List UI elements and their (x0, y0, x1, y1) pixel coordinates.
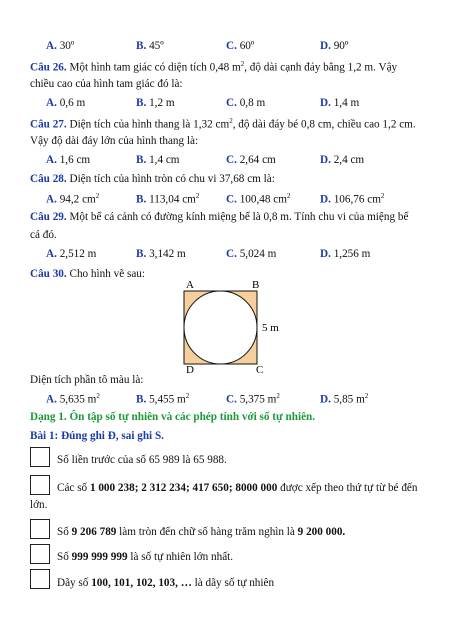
option-c[interactable]: C. 100,48 $cm^2$ (226, 192, 291, 206)
option-b[interactable]: B. 1,2 m (136, 97, 175, 109)
option-a[interactable]: A. 5,635 $m^2$ (46, 392, 100, 406)
statement-2: Các số 1 000 238; 2 312 234; 417 650; 8000 000 được xếp theo thứ tự từ bé đến (57, 482, 418, 494)
question-26-line2: chiều cao của hình tam giác đó là: (30, 78, 183, 90)
statement-4: Số 999 999 999 là số tự nhiên lớn nhất. (57, 551, 234, 563)
inscribed-circle (184, 291, 257, 364)
option-b[interactable]: B. 3,142 m (136, 248, 186, 260)
question-27: Câu 27. Diện tích của hình thang là 1,32 $cm^2$, độ dài đáy bé 0,8 cm, chiều cao 1,2 cm. (30, 117, 416, 131)
option-a[interactable]: A. 30º (46, 40, 75, 52)
option-c[interactable]: C. 5,024 m (226, 248, 277, 260)
option-d[interactable]: D. 106,76 $cm^2$ (320, 192, 385, 206)
side-length-label: 5 m (262, 322, 279, 334)
statement-1: Số liền trước của số 65 989 là 65 988. (57, 454, 227, 466)
square-circle-figure (176, 276, 296, 376)
vertex-d: D (186, 364, 194, 376)
question-29-line2: cá đó. (30, 229, 57, 241)
option-b[interactable]: B. 5,455 $m^2$ (136, 392, 190, 406)
statement-2-cont: lớn. (30, 499, 48, 511)
answer-checkbox-3[interactable] (30, 519, 50, 539)
question-27-line2: Vậy độ dài đáy lớn của hình thang là: (30, 135, 199, 147)
answer-checkbox-4[interactable] (30, 544, 50, 564)
statement-3: Số 9 206 789 làm tròn đến chữ số hàng trăm nghìn là 9 200 000. (57, 526, 346, 538)
option-c[interactable]: C. 60º (226, 40, 255, 52)
option-b[interactable]: B. 113,04 $cm^2$ (136, 192, 200, 206)
question-30: Câu 30. Cho hình vẽ sau: (30, 268, 145, 280)
option-c[interactable]: C. 2,64 cm (226, 154, 276, 166)
option-d[interactable]: D. 90º (320, 40, 349, 52)
option-a[interactable]: A. 1,6 cm (46, 154, 91, 166)
section-heading: Dạng 1. Ôn tập số tự nhiên và các phép tính với số tự nhiên. (30, 411, 316, 423)
question-26: Câu 26. Một hình tam giác có diện tích 0,48 $m^2$, độ dài cạnh đáy bằng 1,2 m. Vậy (30, 60, 398, 74)
question-30-prompt: Diện tích phần tô màu là: (30, 374, 144, 386)
option-a[interactable]: A. 0,6 m (46, 97, 86, 109)
vertex-c: C (256, 364, 264, 376)
answer-checkbox-1[interactable] (30, 447, 50, 467)
option-d[interactable]: D. 5,85 $m^2$ (320, 392, 369, 406)
vertex-a: A (186, 279, 194, 291)
option-b[interactable]: B. 1,4 cm (136, 154, 180, 166)
exercise-title: Bài 1: Đúng ghi Đ, sai ghi S. (30, 430, 164, 442)
answer-checkbox-2[interactable] (30, 475, 50, 495)
option-a[interactable]: A. 2,512 m (46, 248, 97, 260)
vertex-b: B (252, 279, 260, 291)
option-c[interactable]: C. 0,8 m (226, 97, 266, 109)
option-d[interactable]: D. 2,4 cm (320, 154, 365, 166)
answer-checkbox-5[interactable] (30, 569, 50, 589)
option-c[interactable]: C. 5,375 $m^2$ (226, 392, 280, 406)
statement-5: Dãy số 100, 101, 102, 103, … là dãy số tự nhiên (57, 577, 275, 589)
option-d[interactable]: D. 1,4 m (320, 97, 360, 109)
question-28: Câu 28. Diện tích của hình tròn có chu vi 37,68 cm là: (30, 173, 275, 185)
question-29: Câu 29. Một bể cá cảnh có đường kính miệng bể là 0,8 m. Tính chu vi của miệng bể (30, 211, 409, 223)
option-d[interactable]: D. 1,256 m (320, 248, 371, 260)
option-a[interactable]: A. 94,2 $cm^2$ (46, 192, 100, 206)
option-b[interactable]: B. 45º (136, 40, 164, 52)
